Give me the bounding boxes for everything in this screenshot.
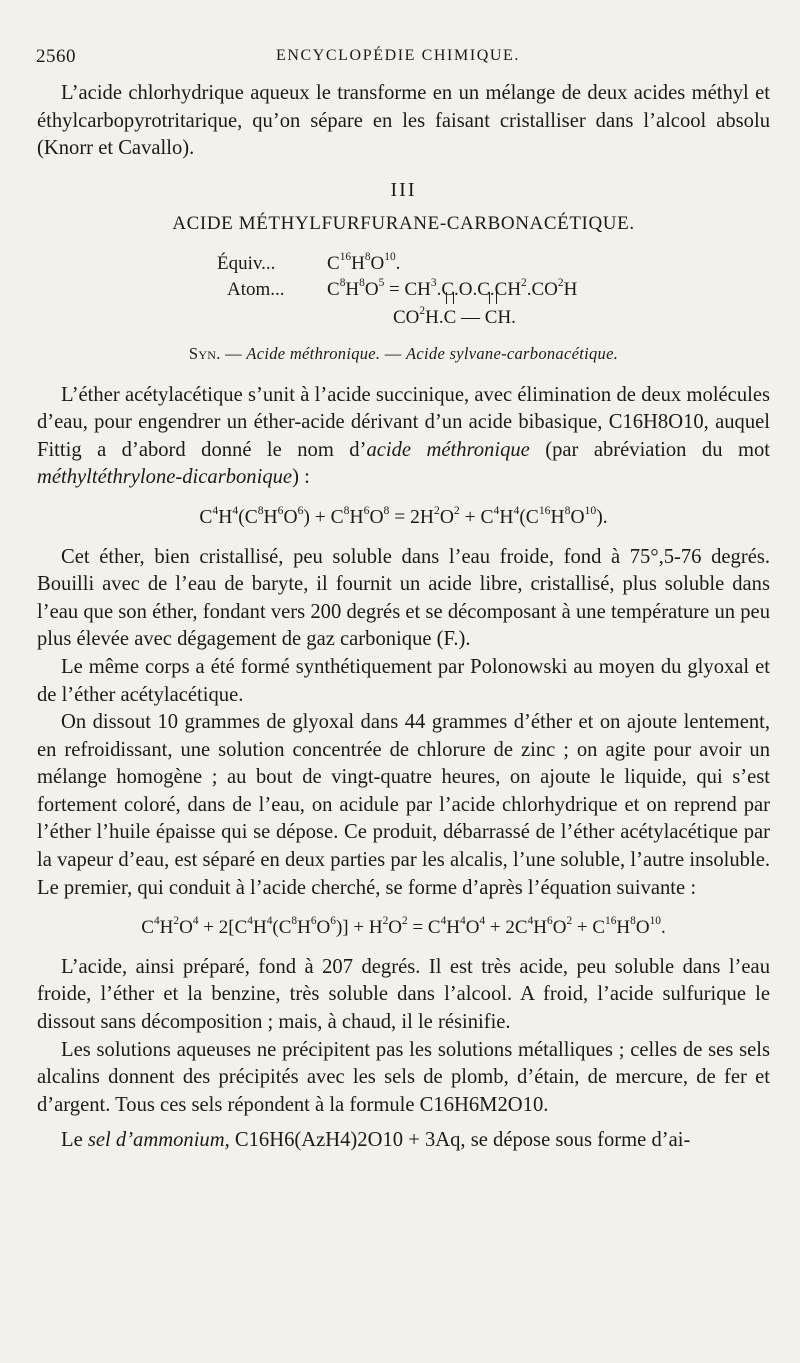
page-header	[36, 46, 760, 72]
section-number: III	[390, 178, 417, 201]
paragraph-6: Les solutions aqueuses ne précipitent pas les solutions métalliques ; celles de ses sels alcalins donnent des précipités avec les sels de plomb, d’étain, de mercure, de fer et d’argent. Tous ces sels répondent à la formule C16H6M2O10.	[37, 1038, 770, 1116]
page-body	[37, 80, 770, 1155]
paragraph-4: On dissout 10 grammes de glyoxal dans 44 grammes d’éther et on ajoute lentement, en refroidissant, une solution concentrée de chlorure de zinc ; on agite pour avoir un mélange homogène ; au bout de vingt-quatre heures, on ajoute le liquide, qui s’est fortement coloré, dans de l’eau, on acidule par l’acide chlorhydrique et on reprend par l’éther l’huile épaisse qui se dépose. Ce produit, débarrassé de l’éther acétylacétique par la vapeur d’eau, est séparé en deux parties par les alcalis, l’une soluble, l’autre insoluble. Le premier, qui conduit à l’acide cherché, se forme d’après l’équation suivante :	[37, 711, 770, 899]
paragraph-7	[37, 1127, 770, 1155]
synonyms-label: Syn.	[188, 343, 221, 363]
paragraph-5: L’acide, ainsi préparé, fond à 207 degrés. Il est très acide, peu soluble dans l’eau froide, l’éther et la benzine, très soluble dans l’alcool. A froid, l’acide sulfurique le dissout sans décomposition ; mais, à chaud, il le résinifie.	[37, 955, 770, 1034]
paragraph-2: Cet éther, bien cristallisé, peu soluble dans l’eau froide, fond à 75°,5-76 degrés. Bouilli avec de l’eau de baryte, il fournit un acide libre, cristallisé, plus soluble dans l’eau que son éther, fondant vers 200 degrés et se décomposant à une température un peu plus élevée avec dégagement de gaz carbonique (F.).	[37, 545, 770, 651]
paragraph-1-italic2: méthyltéthrylone-dicarbonique	[37, 466, 293, 489]
paragraph-7-part2: C16H6(AzH4)2O10 + 3Aq, se dépose sous forme d’ai-	[229, 1129, 691, 1152]
equiv-formula: $C^{16}H^8O^{10}$.	[327, 250, 401, 274]
equiv-label: Équiv...	[217, 252, 276, 274]
paragraph-7-part1: Le	[61, 1129, 88, 1152]
equation-2: $C^4H^2O^4 + 2[C^4H^4(C^8H^6O^6)] + H^2O^2 = C^4H^4O^4 + 2C^4H^6O^2 + C^{16}H^8O^{10}$.	[141, 915, 666, 939]
paragraph-1-part3: ) :	[292, 466, 310, 489]
paragraph-1-part2: (par abréviation du mot	[529, 438, 770, 461]
atom-label: Atom...	[227, 278, 285, 300]
section-title: ACIDE MÉTHYLFURFURANE-CARBONACÉTIQUE.	[172, 213, 635, 235]
atom-formula: $C^8H^8O^5 = CH^3.C.O.C.CH^2.CO^2H$	[327, 276, 578, 300]
paragraph-1	[37, 382, 770, 492]
paragraph-3: Le même corps a été formé synthétiquement par Polonowski au moyen du glyoxal et de l’éther acétylacétique.	[37, 655, 770, 706]
synonyms-line: Syn. — Acide méthronique. — Acide sylvane-carbonacétique.	[188, 343, 619, 363]
formula-block	[37, 244, 770, 330]
paragraph-1-part1: L’éther acétylacétique s’unit à l’acide succinique, avec élimination de deux molécules d’eau, pour engendrer un éther-acide dérivant d’un acide bibasique, C16H8O10, auquel Fittig a d’abord donné le nom d’	[37, 383, 770, 461]
synonym-2: Acide sylvane-carbonacétique.	[406, 343, 619, 363]
synonym-1: Acide méthronique.	[246, 343, 381, 363]
page-number: 2560	[36, 46, 76, 67]
paragraph-7-italic: sel d’ammonium,	[87, 1129, 230, 1152]
atom-formula-line2: $CO^2H.C$ — CH.	[393, 304, 516, 332]
running-title: ENCYCLOPÉDIE CHIMIQUE.	[275, 47, 521, 64]
equation-1: $C^4H^4(C^8H^6O^6) + C^8H^6O^8 = 2H^2O^2 + C^4H^4(C^{16}H^8O^{10})$.	[199, 503, 608, 528]
paragraph-1-italic1: acide méthronique	[366, 438, 530, 461]
intro-paragraph: L’acide chlorhydrique aqueux le transforme en un mélange de deux acides méthyl et éthylcarbopyrotritarique, qu’on sépare en les faisant cristalliser dans l’alcool absolu (Knorr et Cavallo).	[37, 82, 770, 160]
